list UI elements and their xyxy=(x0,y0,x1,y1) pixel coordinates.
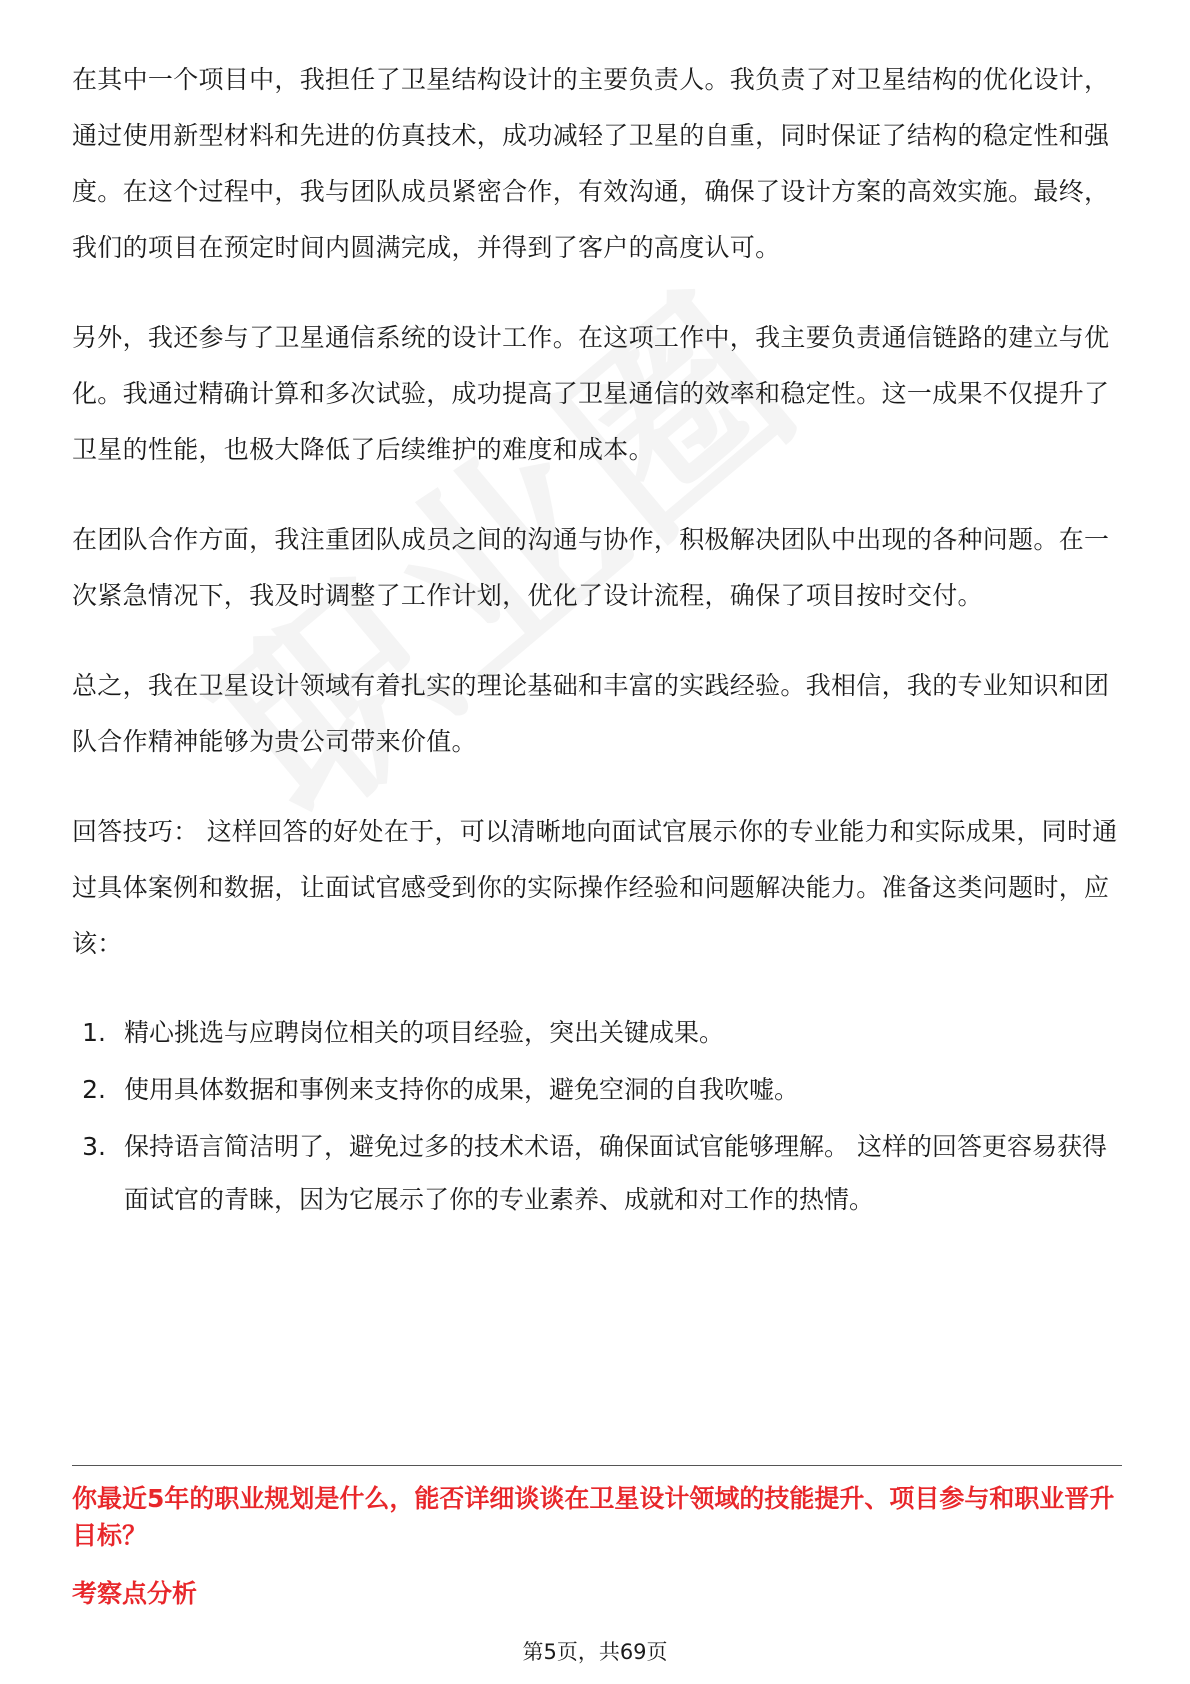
list-item xyxy=(72,1063,1122,1116)
list-item-text: 使用具体数据和事例来支持你的成果，避免空洞的自我吹嘘。 xyxy=(124,1075,800,1104)
paragraph-answer-tips: 回答技巧： 这样回答的好处在于，可以清晰地向面试官展示你的专业能力和实际成果，同时通过具体案例和数据，让面试官感受到你的实际操作经验和问题解决能力。准备这类问题时，应该： xyxy=(72,817,1118,958)
list-item-number: 3. xyxy=(82,1132,106,1161)
list-item-text: 保持语言简洁明了，避免过多的技术术语，确保面试官能够理解。 这样的回答更容易获得面试官的青睐，因为它展示了你的专业素养、成就和对工作的热情。 xyxy=(124,1132,1107,1214)
paragraph-communication-system: 另外，我还参与了卫星通信系统的设计工作。在这项工作中，我主要负责通信链路的建立与优化。我通过精确计算和多次试验，成功提高了卫星通信的效率和稳定性。这一成果不仅提升了卫星的性能，也极大降低了后续维护的难度和成本。 xyxy=(72,323,1110,464)
section-divider xyxy=(72,1465,1122,1466)
section-heading: 考察点分析 xyxy=(72,1579,198,1608)
list-item-text: 精心挑选与应聘岗位相关的项目经验，突出关键成果。 xyxy=(124,1018,725,1047)
paragraph-teamwork: 在团队合作方面，我注重团队成员之间的沟通与协作，积极解决团队中出现的各种问题。在一次紧急情况下，我及时调整了工作计划，优化了设计流程，确保了项目按时交付。 xyxy=(72,525,1110,610)
list-item xyxy=(72,1006,1122,1059)
paragraph-summary: 总之，我在卫星设计领域有着扎实的理论基础和丰富的实践经验。我相信，我的专业知识和团队合作精神能够为贵公司带来价值。 xyxy=(72,671,1110,756)
page-number-footer: 第5页，共69页 xyxy=(522,1640,668,1664)
paragraph-structure-design: 在其中一个项目中，我担任了卫星结构设计的主要负责人。我负责了对卫星结构的优化设计，通过使用新型材料和先进的仿真技术，成功减轻了卫星的自重，同时保证了结构的稳定性和强度。在这个过程中，我与团队成员紧密合作，有效沟通，确保了设计方案的高效实施。最终，我们的项目在预定时间内圆满完成，并得到了客户的高度认可。 xyxy=(72,65,1110,262)
list-item-number: 2. xyxy=(82,1075,106,1104)
answer-body xyxy=(72,52,1122,1230)
next-question-title: 你最近5年的职业规划是什么，能否详细谈谈在卫星设计领域的技能提升、项目参与和职业晋升目标？ xyxy=(72,1484,1115,1550)
list-item-number: 1. xyxy=(82,1018,106,1047)
list-item xyxy=(72,1120,1122,1226)
tips-list xyxy=(72,1006,1122,1226)
